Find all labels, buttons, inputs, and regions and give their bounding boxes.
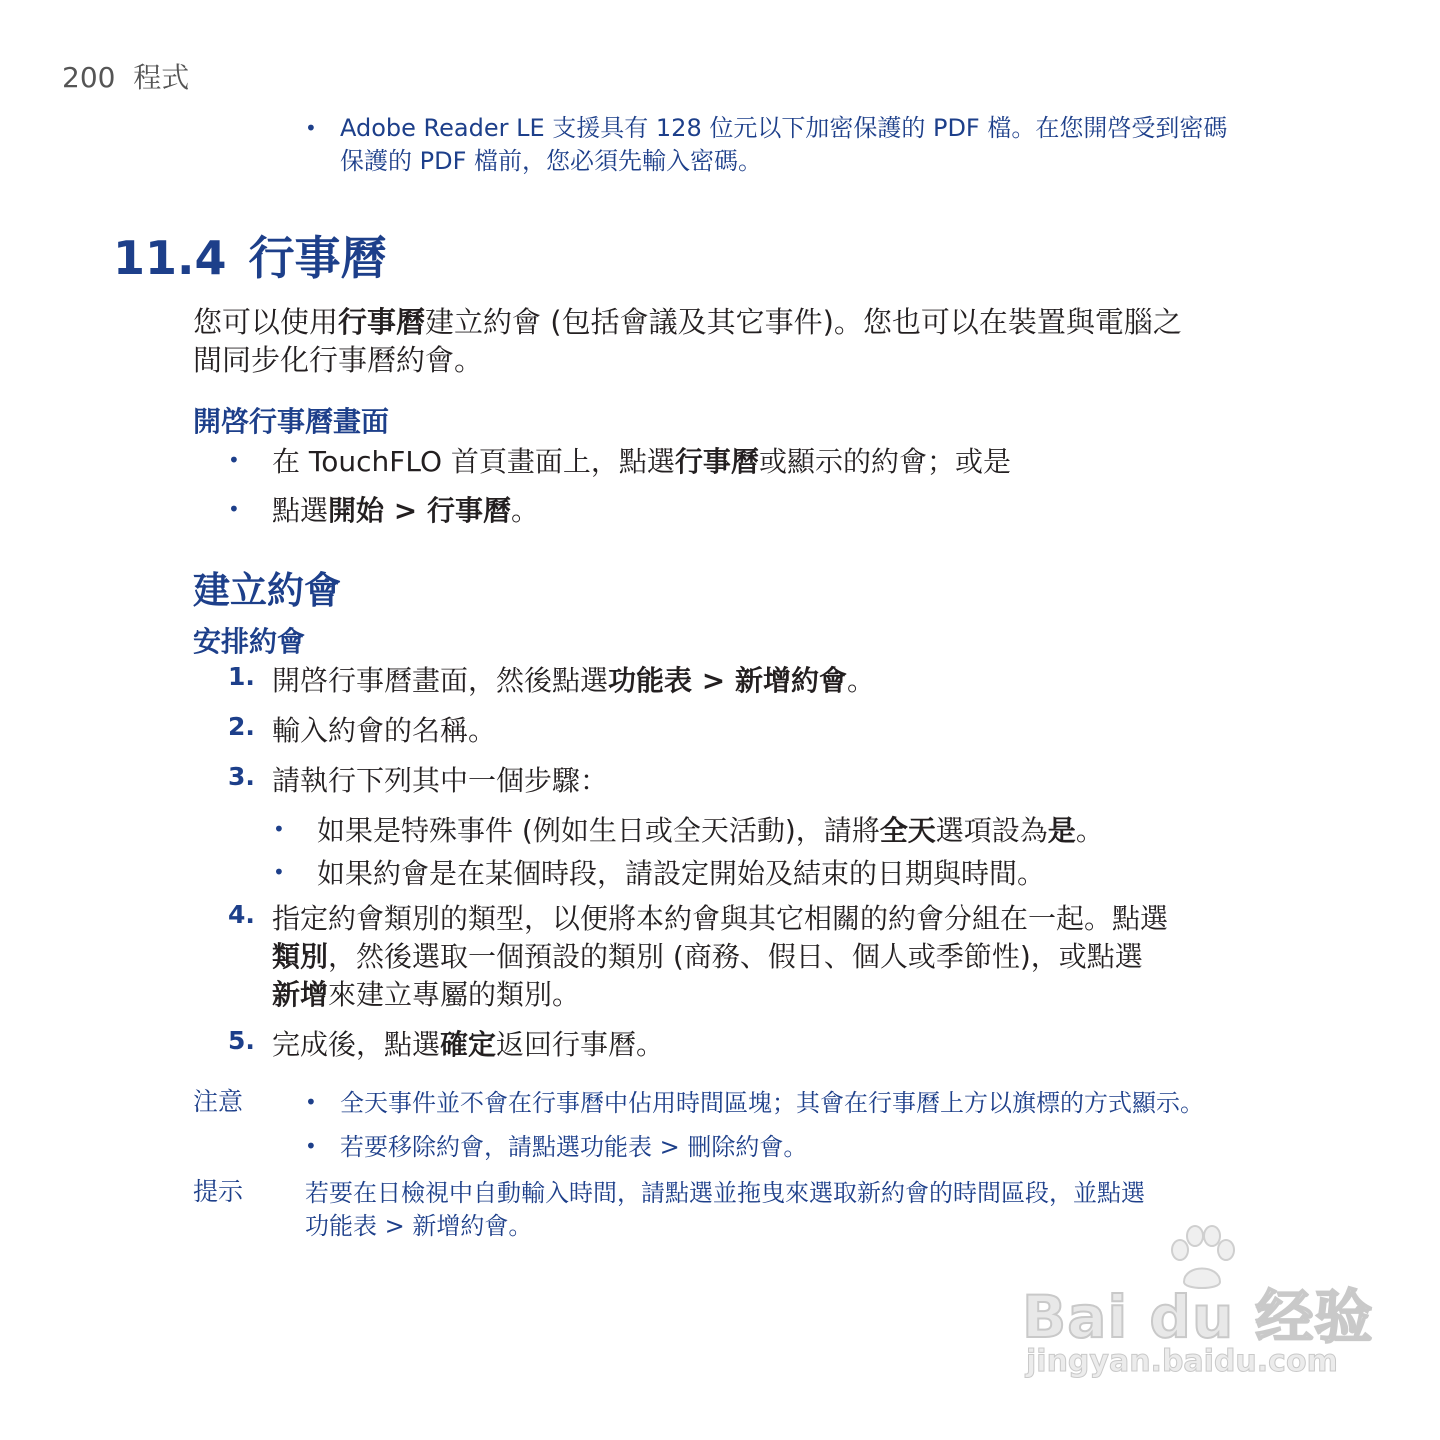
step3-sub2: 如果約會是在某個時段，請設定開始及結束的日期與時間。 [317, 857, 1046, 890]
note-item2: 若要移除約會，請點選功能表 > 刪除約會。 [340, 1133, 808, 1161]
section-name: 行事曆 [248, 231, 387, 285]
step4-line1: 指定約會類別的類型，以便將本約會與其它相關的約會分組在一起。點選 [272, 902, 1169, 935]
intro-line1: 您可以使用行事曆建立約會 (包括會議及其它事件)。您也可以在裝置與電腦之 [193, 305, 1182, 339]
section-number: 11.4 [113, 231, 227, 285]
bullet-icon: • [305, 1134, 317, 1158]
bullet-icon: • [305, 1090, 317, 1114]
page-number: 200 [62, 61, 116, 94]
step2-text: 輸入約會的名稱。 [272, 714, 497, 747]
tip-line1: 若要在日檢視中自動輸入時間，請點選並拖曳來選取新約會的時間區段，並點選 [305, 1179, 1145, 1207]
step-number: 5. [228, 1026, 255, 1055]
step4-line2: 類別，然後選取一個預設的類別 (商務、假日、個人或季節性)，或點選 [272, 940, 1143, 973]
tip-label: 提示 [193, 1177, 244, 1206]
step3-sub1: 如果是特殊事件 (例如生日或全天活動)，請將全天選項設為是。 [317, 814, 1104, 847]
step4-line3: 新增來建立專屬的類別。 [272, 978, 581, 1011]
tip-line2: 功能表 > 新增約會。 [305, 1212, 533, 1240]
step-number: 1. [228, 662, 255, 691]
top-note-line1: Adobe Reader LE 支援具有 128 位元以下加密保護的 PDF 檔。在您開啓受到密碼 [340, 114, 1228, 142]
schedule-subheading: 安排約會 [193, 625, 306, 658]
bullet-icon: • [273, 817, 285, 841]
watermark-logo: Bai du 经验 [1022, 1283, 1374, 1351]
baidu-watermark [1022, 1222, 1374, 1392]
section-title [113, 222, 387, 288]
step3-text: 請執行下列其中一個步驟： [272, 764, 609, 797]
open-calendar-heading: 開啓行事曆畫面 [193, 405, 390, 438]
open-calendar-item2: 點選開始 > 行事曆。 [272, 494, 539, 527]
bullet-icon: • [228, 497, 240, 521]
note-label: 注意 [193, 1087, 244, 1116]
step-number: 4. [228, 900, 255, 929]
create-heading: 建立約會 [193, 569, 341, 612]
watermark-url: jingyan.baidu.com [1026, 1344, 1338, 1379]
step-number: 2. [228, 712, 255, 741]
page-header [62, 56, 189, 96]
top-note-line2: 保護的 PDF 檔前，您必須先輸入密碼。 [340, 147, 763, 175]
step5-text: 完成後，點選確定返回行事曆。 [272, 1028, 665, 1061]
step1-text: 開啓行事曆畫面，然後點選功能表 > 新增約會。 [272, 664, 875, 697]
bullet-icon: • [228, 448, 240, 472]
bullet-icon: • [273, 860, 285, 884]
note-item1: 全天事件並不會在行事曆中佔用時間區塊；其會在行事曆上方以旗標的方式顯示。 [340, 1089, 1204, 1117]
open-calendar-item1: 在 TouchFLO 首頁畫面上，點選行事曆或顯示的約會；或是 [272, 445, 1011, 478]
chapter-title: 程式 [133, 61, 190, 94]
bullet-icon: • [305, 116, 317, 140]
intro-line2: 間同步化行事曆約會。 [193, 343, 484, 377]
step-number: 3. [228, 762, 255, 791]
